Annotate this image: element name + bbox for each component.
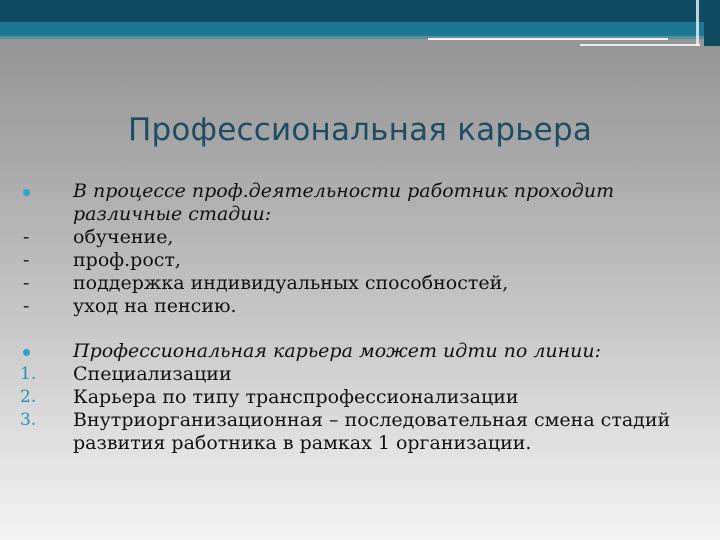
bullet-item [20,340,710,363]
header-accent-line-short [580,44,700,46]
bullet-lead-text: Профессиональная карьера может идти по линии: [73,340,602,362]
item-number: 3. [20,410,37,430]
header-band-teal [0,22,720,36]
numbered-item-text: Специализации [73,363,232,385]
header-accent-block [704,0,720,46]
list-item [20,295,710,318]
bullet-dot-icon [23,189,30,196]
item-number: 1. [20,364,37,384]
list-item [20,226,710,249]
dash-marker: - [23,226,30,248]
list-item-text: уход на пенсию. [73,295,237,317]
bullet-lead-text: В процессе проф.деятельности работник проходит различные стадии: [73,180,615,225]
header-accent-line [428,38,668,40]
bullet-dot-icon [23,349,30,356]
dash-marker: - [23,272,30,294]
list-item [20,249,710,272]
dash-marker: - [23,249,30,271]
header-band-dark [0,0,720,22]
list-item-text: проф.рост, [73,249,181,271]
list-item-text: поддержка индивидуальных способностей, [73,272,509,294]
header-accent-frame [696,0,699,46]
bullet-item [20,180,710,226]
numbered-item-text: Карьера по типу транспрофессионализации [73,386,519,408]
slide-body [20,180,710,455]
numbered-item [20,363,710,386]
list-item [20,272,710,295]
slide-title: Профессиональная карьера [127,112,593,148]
numbered-item [20,409,710,455]
numbered-item-text: Внутриорганизационная – последовательная смена стадий развития работника в рамках 1 организации. [73,409,671,454]
section-spacer [20,318,710,340]
list-item-text: обучение, [73,226,174,248]
dash-marker: - [23,295,30,317]
numbered-item [20,386,710,409]
item-number: 2. [20,387,37,407]
